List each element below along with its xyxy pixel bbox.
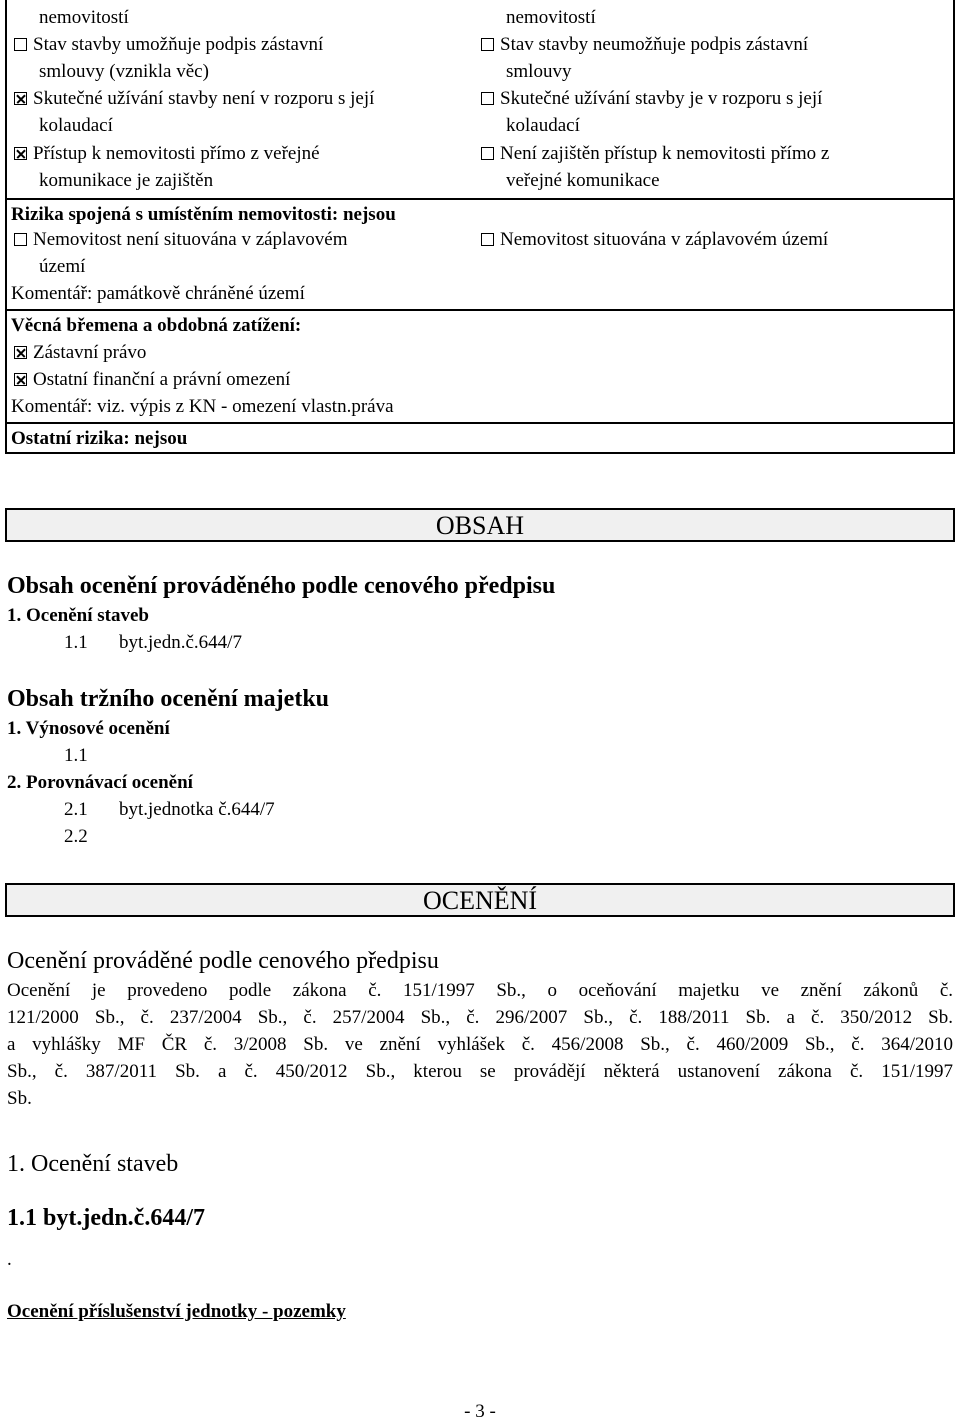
right-item-1-cont: smlouvy — [506, 61, 572, 82]
divider — [5, 422, 955, 424]
paragraph-line: Sb. — [7, 1088, 32, 1109]
checkbox-unchecked-icon — [481, 38, 494, 51]
flood-left: Nemovitost není situována v záplavovém — [14, 226, 347, 253]
obsah-price-item-num: 1.1 — [64, 632, 88, 653]
checkbox-unchecked-icon — [14, 233, 27, 246]
left-top-word: nemovitostí — [39, 7, 129, 28]
section-oceneni-staveb: 1. Ocenění staveb — [7, 1151, 179, 1177]
encumbrance-item: Zástavní právo — [14, 339, 146, 366]
left-item-2: Skutečné užívání stavby není v rozporu s její — [14, 85, 374, 112]
obsah-price-heading: Obsah ocenění prováděného podle cenového předpisu — [7, 573, 556, 599]
right-item-1: Stav stavby neumožňuje podpis zástavní — [481, 31, 808, 58]
flood-left-cont: území — [39, 256, 86, 277]
divider — [5, 309, 955, 311]
left-item-3-cont: komunikace je zajištěn — [39, 170, 214, 191]
oceneni-heading: Ocenění prováděné podle cenového předpisu — [7, 948, 439, 974]
divider — [5, 452, 955, 454]
checkbox-unchecked-icon — [481, 147, 494, 160]
encumbrance-item: Ostatní finanční a právní omezení — [14, 366, 290, 393]
checkbox-unchecked-icon — [14, 38, 27, 51]
obsah-price-item-text: byt.jedn.č.644/7 — [119, 632, 242, 653]
left-item-1: Stav stavby umožňuje podpis zástavní — [14, 31, 323, 58]
right-item-2-cont: kolaudací — [506, 115, 580, 136]
encumbrance-comment: Komentář: viz. výpis z KN - omezení vlastn.práva — [11, 396, 394, 417]
checkbox-unchecked-icon — [481, 233, 494, 246]
checkbox-checked-icon — [14, 147, 27, 160]
flood-right: Nemovitost situována v záplavovém území — [481, 226, 828, 253]
right-item-3-cont: veřejné komunikace — [506, 170, 660, 191]
checkbox-checked-icon — [14, 373, 27, 386]
obsah-compare-item2-num: 2.2 — [64, 826, 88, 847]
left-item-3: Přístup k nemovitosti přímo z veřejné — [14, 140, 320, 167]
obsah-market-heading: Obsah tržního ocenění majetku — [7, 686, 330, 712]
paragraph-line: Sb., č. 387/2011 Sb. a č. 450/2012 Sb., kterou se provádějí některá ustanovení zákona č. 151/1997 — [7, 1061, 953, 1082]
obsah-compare-item1-num: 2.1 — [64, 799, 88, 820]
left-item-2-cont: kolaudací — [39, 115, 113, 136]
obsah-banner — [5, 508, 955, 542]
oceneni-banner-title: OCENĚNÍ — [422, 886, 538, 915]
paragraph-line: Ocenění je provedeno podle zákona č. 151/1997 Sb., o oceňování majetku ve znění zákonů č. — [7, 980, 953, 1001]
right-top-word: nemovitostí — [506, 7, 596, 28]
page-number: - 3 - — [464, 1401, 496, 1422]
paragraph-line: a vyhlášky MF ČR č. 3/2008 Sb. ve znění vyhlášek č. 456/2008 Sb., č. 460/2009 Sb., č. 364/2010 — [7, 1034, 953, 1055]
right-item-2: Skutečné užívání stavby je v rozporu s její — [481, 85, 822, 112]
checkbox-unchecked-icon — [481, 92, 494, 105]
location-comment: Komentář: památkově chráněné území — [11, 283, 305, 304]
obsah-yield-sub: 1. Výnosové ocenění — [7, 718, 170, 739]
obsah-price-sub: 1. Ocenění staveb — [7, 605, 149, 626]
other-risks: Ostatní rizika: nejsou — [11, 428, 188, 449]
checkbox-checked-icon — [14, 92, 27, 105]
obsah-compare-item1-text: byt.jednotka č.644/7 — [119, 799, 275, 820]
checkbox-checked-icon — [14, 346, 27, 359]
obsah-banner-title: OBSAH — [435, 511, 525, 540]
accessories-heading: Ocenění příslušenství jednotky - pozemky — [7, 1301, 346, 1322]
dot: . — [7, 1249, 12, 1270]
paragraph-line: 121/2000 Sb., č. 237/2004 Sb., č. 257/2004 Sb., č. 296/2007 Sb., č. 188/2011 Sb. a č. 350/2012 Sb. — [7, 1007, 953, 1028]
left-item-1-cont: smlouvy (vznikla věc) — [39, 61, 209, 82]
obsah-compare-sub: 2. Porovnávací ocenění — [7, 772, 193, 793]
divider — [5, 198, 955, 200]
location-risks-heading: Rizika spojená s umístěním nemovitosti: nejsou — [11, 204, 396, 225]
encumbrance-heading: Věcná břemena a obdobná zatížení: — [11, 315, 302, 336]
right-item-3: Není zajištěn přístup k nemovitosti přímo z — [481, 140, 829, 167]
oceneni-banner — [5, 883, 955, 917]
section-byt-jedn: 1.1 byt.jedn.č.644/7 — [7, 1205, 205, 1231]
obsah-yield-item-num: 1.1 — [64, 745, 88, 766]
oceneni-paragraph — [7, 977, 953, 1112]
